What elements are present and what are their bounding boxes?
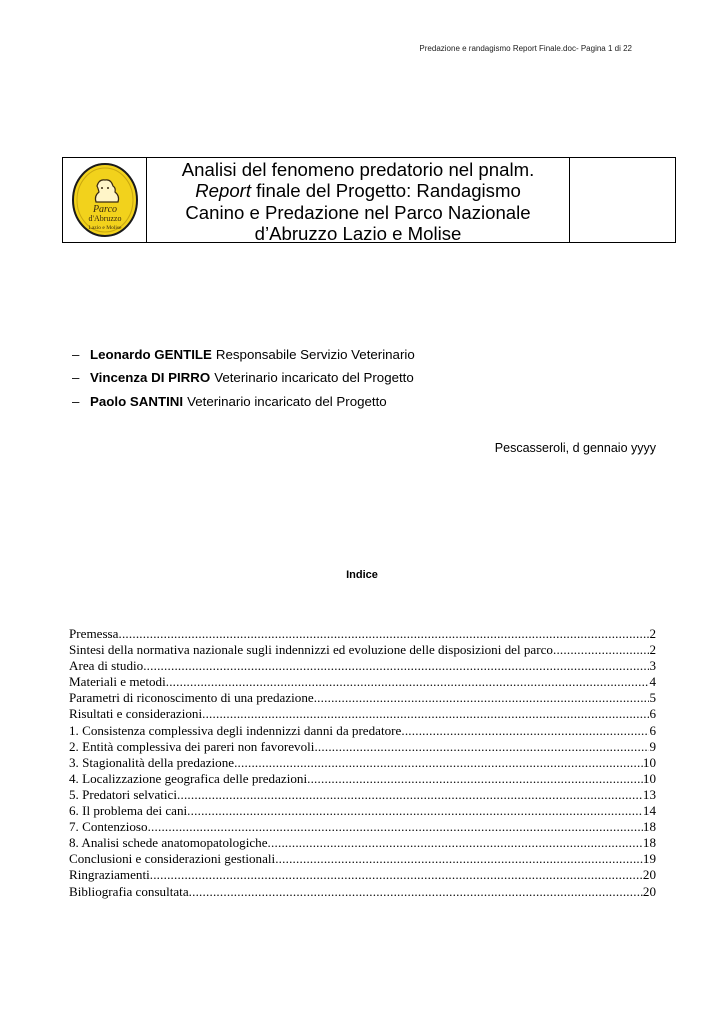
toc-entry[interactable]	[69, 787, 656, 803]
toc-entry-page: 20	[642, 867, 656, 883]
toc-entry-page: 4	[649, 674, 656, 690]
toc-entry-page: 18	[642, 819, 656, 835]
toc-entry-page: 6	[649, 706, 656, 722]
toc-leader-dots	[143, 658, 649, 674]
toc-entry-page: 2	[649, 642, 656, 658]
toc-entry-label: Area di studio	[69, 658, 144, 674]
toc-leader-dots	[234, 755, 643, 771]
index-title: Indice	[346, 569, 378, 581]
title-line-3: Canino e Predazione nel Parco Nazionale	[185, 201, 531, 223]
toc-entry[interactable]	[69, 723, 656, 739]
svg-text:Parco: Parco	[92, 204, 117, 215]
toc-entry[interactable]	[69, 819, 656, 835]
toc-entry-page: 14	[642, 803, 656, 819]
toc-entry-label: Ringraziamenti	[69, 867, 150, 883]
toc-entry-label: Risultati e considerazioni	[69, 706, 203, 722]
toc-leader-dots	[187, 803, 643, 819]
toc-leader-dots	[553, 642, 649, 658]
svg-text:d'Abruzzo: d'Abruzzo	[88, 214, 121, 223]
toc-leader-dots	[166, 674, 650, 690]
toc-entry-label: 6. Il problema dei cani	[69, 803, 188, 819]
place-date: Pescasseroli, d gennaio yyyy	[494, 441, 656, 455]
author-role: Veterinario incaricato del Progetto	[187, 393, 387, 409]
toc-entry[interactable]	[69, 803, 656, 819]
author-item: – Paolo SANTINI Veterinario incaricato del Progetto	[72, 393, 387, 409]
toc-entry-label: 8. Analisi schede anatomopatologiche	[69, 835, 268, 851]
toc-entry[interactable]	[69, 674, 656, 690]
toc-entry-page: 2	[649, 626, 656, 641]
toc-entry[interactable]	[69, 626, 656, 642]
toc-entry-page: 13	[642, 786, 656, 802]
park-logo	[71, 162, 139, 238]
toc-entry[interactable]	[69, 771, 656, 787]
toc-entry[interactable]	[69, 642, 656, 658]
toc-leader-dots	[314, 690, 650, 706]
toc-entry-label: 4. Localizzazione geografica delle predazioni	[69, 770, 308, 786]
toc-entry-label: Parametri di riconoscimento di una predazione	[69, 690, 314, 706]
title-report-word: Report	[195, 180, 252, 202]
title-line-2-rest: finale del Progetto: Randagismo	[251, 180, 521, 202]
toc-leader-dots	[314, 739, 649, 755]
toc-entry-label: 3. Stagionalità della predazione	[69, 754, 235, 770]
toc-entry-page: 20	[642, 883, 656, 899]
toc-entry-label: 7. Contenzioso	[69, 819, 148, 835]
toc-leader-dots	[275, 851, 643, 867]
toc-leader-dots	[118, 626, 649, 642]
toc-entry-page: 18	[642, 835, 656, 851]
logo-cell	[63, 158, 147, 242]
toc-entry[interactable]	[69, 867, 656, 883]
toc-entry-label: 2. Entità complessiva dei pareri non favorevoli	[69, 738, 315, 754]
toc-entry[interactable]	[69, 835, 656, 851]
toc-entry[interactable]	[69, 851, 656, 867]
title-table	[62, 157, 676, 243]
toc-leader-dots	[150, 867, 643, 883]
author-name: Leonardo GENTILE	[90, 347, 212, 363]
page-header-note: Predazione e randagismo Report Finale.doc- Pagina 1 di 22	[419, 44, 632, 53]
toc-leader-dots	[202, 706, 649, 722]
title-line-1: Analisi del fenomeno predatorio nel pnalm.	[181, 159, 535, 180]
authors-list	[72, 343, 415, 413]
toc-entry-page: 6	[649, 722, 656, 738]
svg-text:Lazio e Molise: Lazio e Molise	[88, 225, 121, 231]
author-item: – Vincenza DI PIRRO Veterinario incaricato del Progetto	[72, 370, 414, 386]
toc-leader-dots	[401, 723, 649, 739]
toc-entry-label: Materiali e metodi	[69, 674, 166, 690]
table-of-contents	[69, 626, 656, 900]
empty-cell	[570, 158, 675, 242]
toc-entry[interactable]	[69, 690, 656, 706]
toc-entry-page: 10	[642, 754, 656, 770]
toc-entry[interactable]	[69, 884, 656, 900]
toc-entry[interactable]	[69, 755, 656, 771]
toc-entry-page: 10	[642, 770, 656, 786]
toc-entry-page: 5	[649, 690, 656, 706]
toc-entry-label: 5. Predatori selvatici	[69, 786, 177, 802]
title-line-2	[147, 180, 569, 201]
toc-entry[interactable]	[69, 706, 656, 722]
toc-entry[interactable]	[69, 658, 656, 674]
document-title	[147, 158, 570, 242]
toc-leader-dots	[307, 771, 643, 787]
toc-entry-label: Bibliografia consultata	[69, 883, 189, 899]
toc-entry[interactable]	[69, 739, 656, 755]
toc-entry-page: 3	[649, 658, 656, 674]
toc-entry-page: 9	[649, 738, 656, 754]
toc-entry-label: Sintesi della normativa nazionale sugli indennizzi ed evoluzione delle disposizioni del parco	[69, 642, 553, 658]
author-name: Vincenza DI PIRRO	[90, 370, 211, 386]
toc-leader-dots	[148, 819, 643, 835]
author-role: Veterinario incaricato del Progetto	[214, 370, 414, 386]
toc-entry-page: 19	[642, 851, 656, 867]
author-role: Responsabile Servizio Veterinario	[215, 347, 415, 363]
toc-leader-dots	[177, 787, 643, 803]
author-name: Paolo SANTINI	[90, 393, 184, 409]
toc-entry-label: Premessa	[69, 626, 119, 641]
toc-entry-label: 1. Consistenza complessiva degli indennizzi danni da predatore	[69, 722, 402, 738]
title-line-4: d’Abruzzo Lazio e Molise	[254, 222, 462, 244]
toc-leader-dots	[189, 884, 643, 900]
author-item: – Leonardo GENTILE Responsabile Servizio Veterinario	[72, 347, 415, 363]
toc-leader-dots	[268, 835, 643, 851]
toc-entry-label: Conclusioni e considerazioni gestionali	[69, 851, 276, 867]
